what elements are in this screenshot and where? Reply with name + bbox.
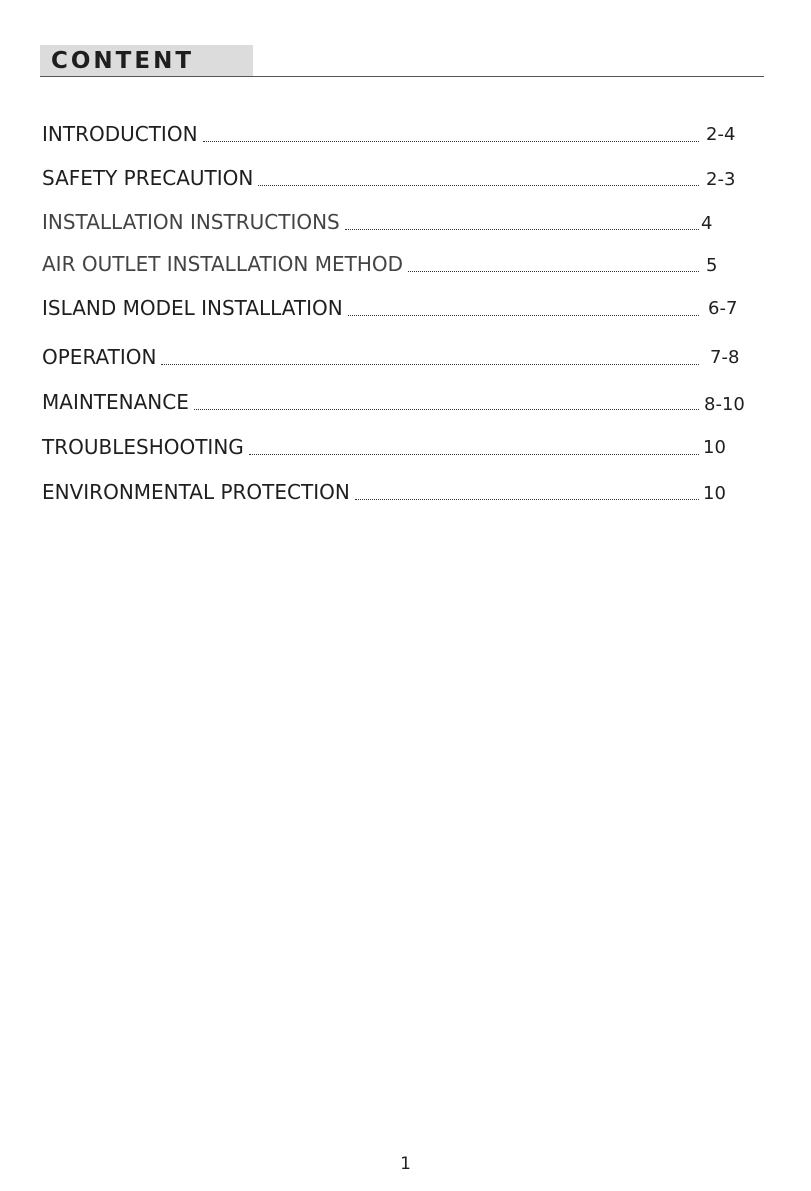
toc-entry-safety-precaution <box>42 162 699 190</box>
toc-label: SAFETY PRECAUTION <box>42 166 254 190</box>
toc-label: ISLAND MODEL INSTALLATION <box>42 296 343 320</box>
toc-entry-maintenance <box>42 386 699 414</box>
toc-leader <box>408 270 699 272</box>
toc-entry-introduction <box>42 118 699 146</box>
toc-label: INTRODUCTION <box>42 122 198 146</box>
toc-label: OPERATION <box>42 345 157 369</box>
toc-leader <box>161 363 699 365</box>
toc-page: 6-7 <box>708 298 738 319</box>
header-rule <box>40 76 764 77</box>
toc-entry-air-outlet-installation-method <box>42 248 699 276</box>
toc-page: 10 <box>703 437 726 458</box>
toc-page: 5 <box>706 255 718 276</box>
toc-page: 2-3 <box>706 169 736 190</box>
toc-label: TROUBLESHOOTING <box>42 435 244 459</box>
toc-entry-installation-instructions <box>42 206 699 234</box>
toc-leader <box>194 408 699 410</box>
toc-entry-troubleshooting <box>42 431 699 459</box>
toc-label: AIR OUTLET INSTALLATION METHOD <box>42 252 404 276</box>
content-header <box>40 45 764 77</box>
toc-leader <box>258 184 699 186</box>
toc-page: 10 <box>703 483 726 504</box>
toc-page: 7-8 <box>710 347 740 368</box>
toc-entry-operation <box>42 341 699 369</box>
toc-leader <box>355 498 699 500</box>
toc-page: 4 <box>701 213 713 234</box>
toc-entry-environmental-protection <box>42 476 699 504</box>
toc-leader <box>203 140 699 142</box>
toc-leader <box>348 314 699 316</box>
toc-label: ENVIRONMENTAL PROTECTION <box>42 480 350 504</box>
toc-leader <box>249 453 699 455</box>
toc-page: 2-4 <box>706 124 736 145</box>
toc-label: MAINTENANCE <box>42 390 189 414</box>
page-number: 1 <box>400 1154 411 1174</box>
page-title: CONTENT <box>51 48 195 74</box>
toc-label: INSTALLATION INSTRUCTIONS <box>42 210 340 234</box>
toc-leader <box>345 228 699 230</box>
toc-page: 8-10 <box>704 394 745 415</box>
toc-entry-island-model-installation <box>42 292 699 320</box>
